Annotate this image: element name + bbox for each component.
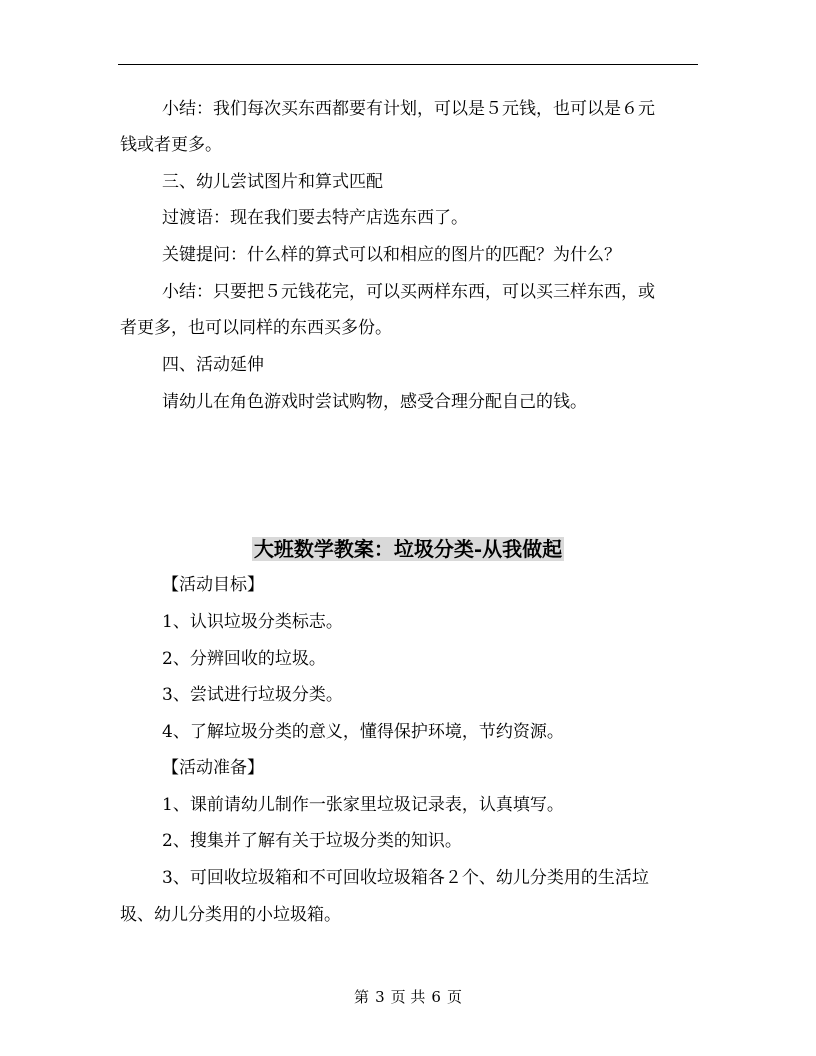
paragraph-line: 关键提问：什么样的算式可以和相应的图片的匹配？为什么？ [162, 245, 621, 265]
paragraph-line: 者更多，也可以同样的东西买多份。 [120, 318, 392, 338]
heading-line: 四、活动延伸 [162, 355, 264, 375]
heading-line: 三、幼儿尝试图片和算式匹配 [162, 172, 383, 192]
paragraph-line: 钱或者更多。 [120, 135, 222, 155]
list-item: 4、了解垃圾分类的意义，懂得保护环境，节约资源。 [162, 722, 564, 742]
section-title [0, 535, 816, 563]
paragraph-line: 请幼儿在角色游戏时尝试购物，感受合理分配自己的钱。 [162, 392, 587, 412]
footer-prefix: 第 [354, 988, 370, 1006]
subheading-line: 【活动准备】 [162, 758, 264, 778]
list-item: 3、可回收垃圾箱和不可回收垃圾箱各２个、幼儿分类用的生活垃 [162, 868, 649, 888]
subheading-line: 【活动目标】 [162, 575, 264, 595]
list-item: 2、搜集并了解有关于垃圾分类的知识。 [162, 831, 462, 851]
header-rule [118, 64, 698, 65]
section-title-text: 大班数学教案：垃圾分类-从我做起 [253, 537, 563, 561]
footer-total-pages: 6 [431, 988, 441, 1006]
footer-mid: 页 共 [390, 988, 426, 1006]
list-item: 3、尝试进行垃圾分类。 [162, 685, 343, 705]
list-item: 1、认识垃圾分类标志。 [162, 612, 343, 632]
footer-page-number: 3 [375, 988, 385, 1006]
list-item: 2、分辨回收的垃圾。 [162, 649, 326, 669]
footer-suffix: 页 [446, 988, 462, 1006]
list-item-continuation: 圾、幼儿分类用的小垃圾箱。 [120, 905, 341, 925]
paragraph-line: 过渡语：现在我们要去特产店选东西了。 [162, 208, 468, 228]
paragraph-line: 小结：只要把５元钱花完，可以买两样东西，可以买三样东西，或 [162, 282, 655, 302]
list-item: 1、课前请幼儿制作一张家里垃圾记录表，认真填写。 [162, 795, 564, 815]
paragraph-line: 小结：我们每次买东西都要有计划，可以是５元钱，也可以是６元 [162, 99, 655, 119]
page-footer [0, 987, 816, 1007]
